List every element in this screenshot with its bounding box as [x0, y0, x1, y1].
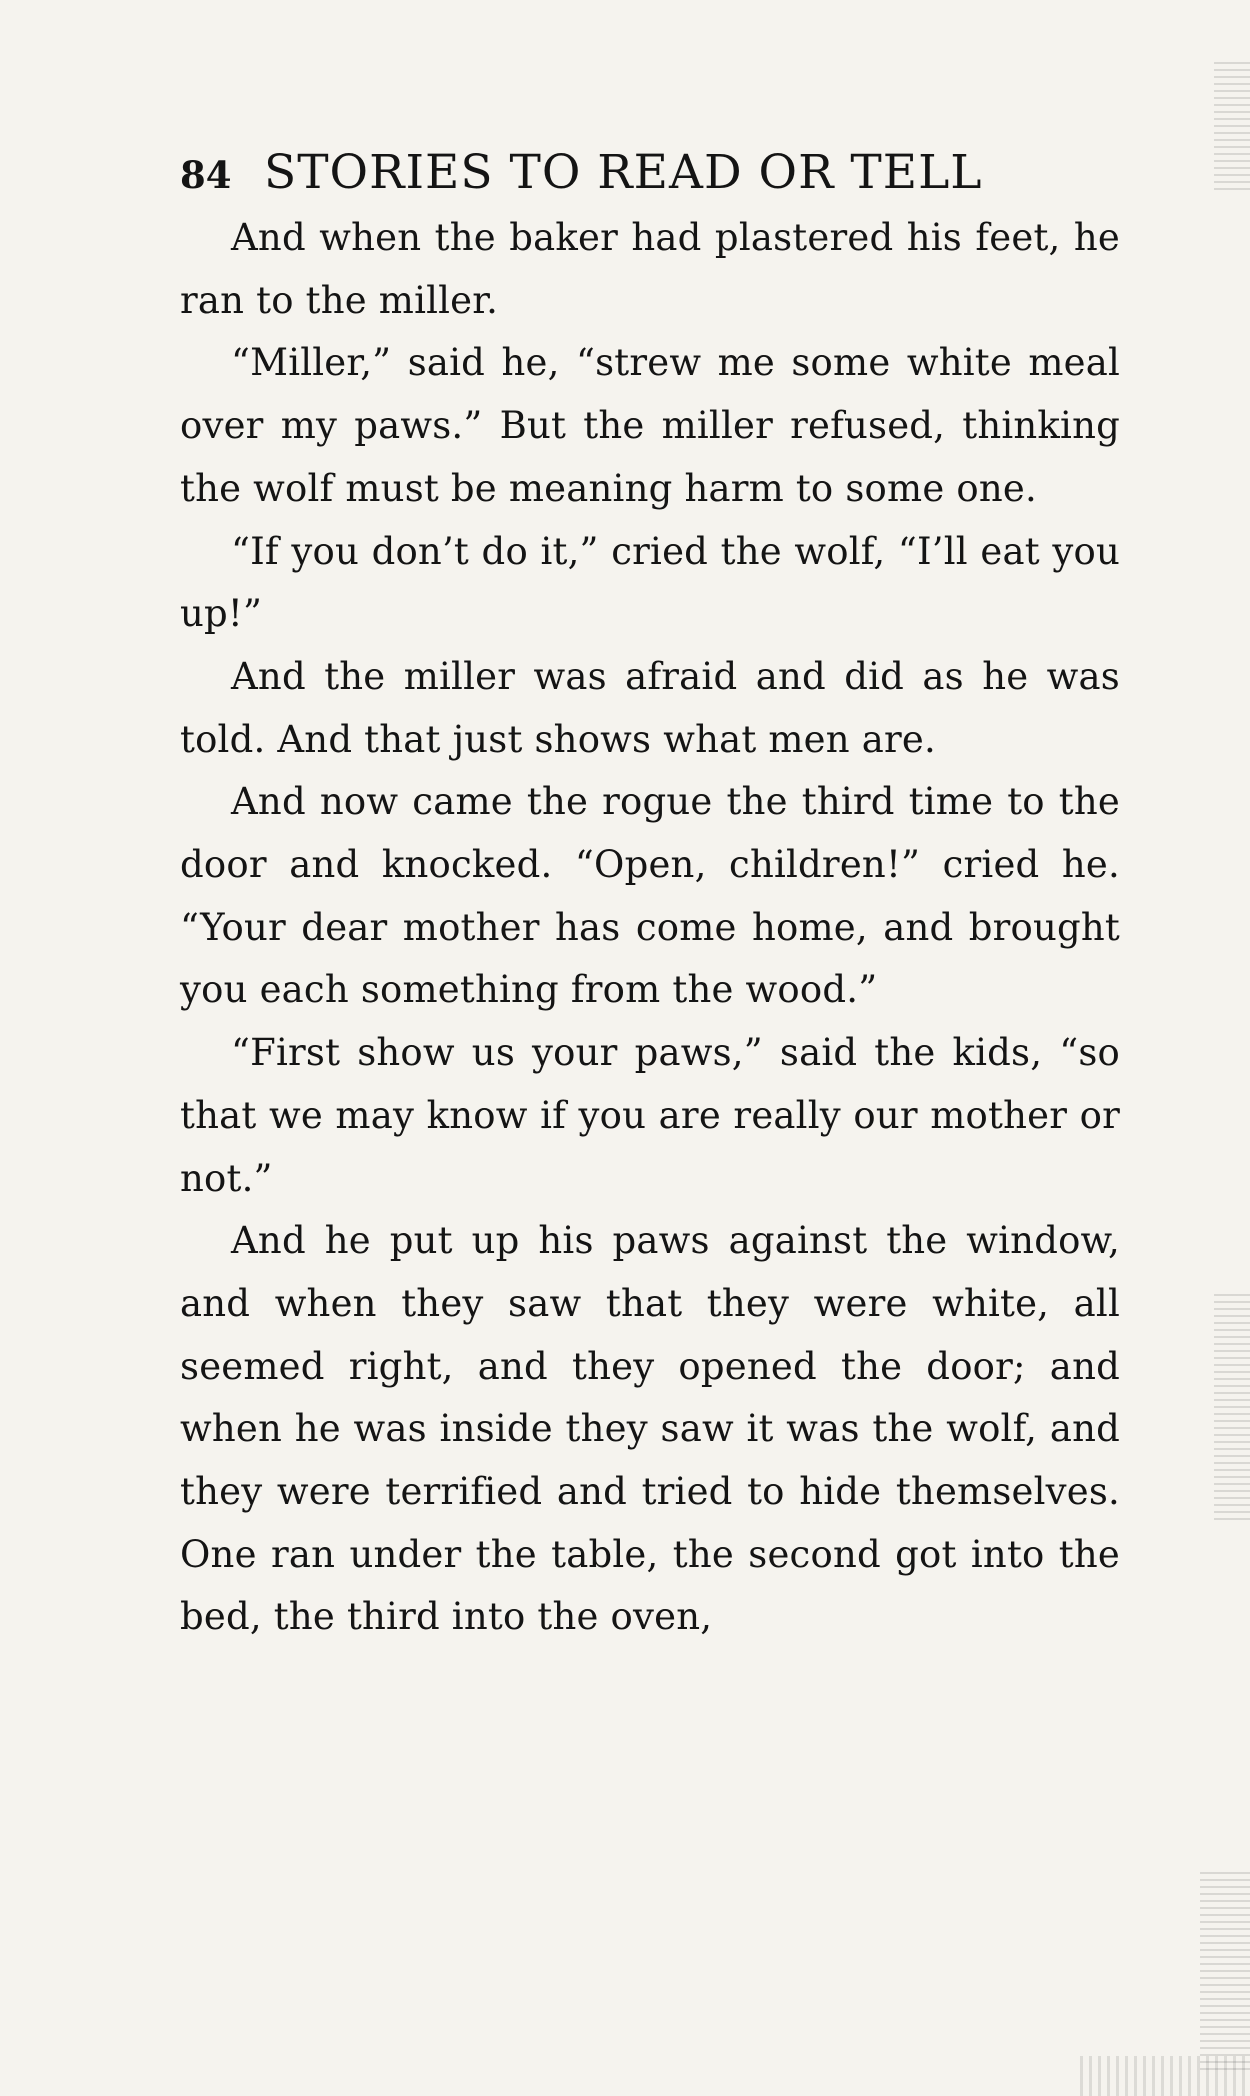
paragraph: And he put up his paws against the window, and when they saw that they were white, all seemed right, and they opened the door; and when he was inside they saw it was the wolf, and they were terrified and tried to hide themselves. One ran under the table, the second got into the bed, the third into the oven, [180, 1219, 1120, 1639]
paragraph: And the miller was afraid and did as he was told. And that just shows what men are. [180, 654, 1120, 761]
page-number: 84 [180, 153, 232, 197]
paragraph: “First show us your paws,” said the kids, “so that we may know if you are really our mother or not.” [180, 1031, 1120, 1200]
paragraph: “Miller,” said he, “strew me some white meal over my paws.” But the miller refused, thinking the wolf must be meaning harm to some one. [180, 341, 1120, 510]
page-edge-speckle [1214, 60, 1250, 190]
page-edge-speckle [1200, 1870, 1250, 2070]
paragraph: “If you don’t do it,” cried the wolf, “I’ll eat you up!” [180, 529, 1120, 636]
page-edge-speckle [1214, 1290, 1250, 1520]
text-block [180, 145, 1120, 1649]
running-head [180, 145, 1120, 201]
paragraph: And now came the rogue the third time to the door and knocked. “Open, children!” cried he. “Your dear mother has come home, and brought you each something from the wood.” [180, 780, 1120, 1012]
running-title: STORIES TO READ OR TELL [264, 145, 983, 200]
paragraph: And when the baker had plastered his feet, he ran to the miller. [180, 216, 1120, 322]
page-corner-noise [1080, 2056, 1250, 2096]
